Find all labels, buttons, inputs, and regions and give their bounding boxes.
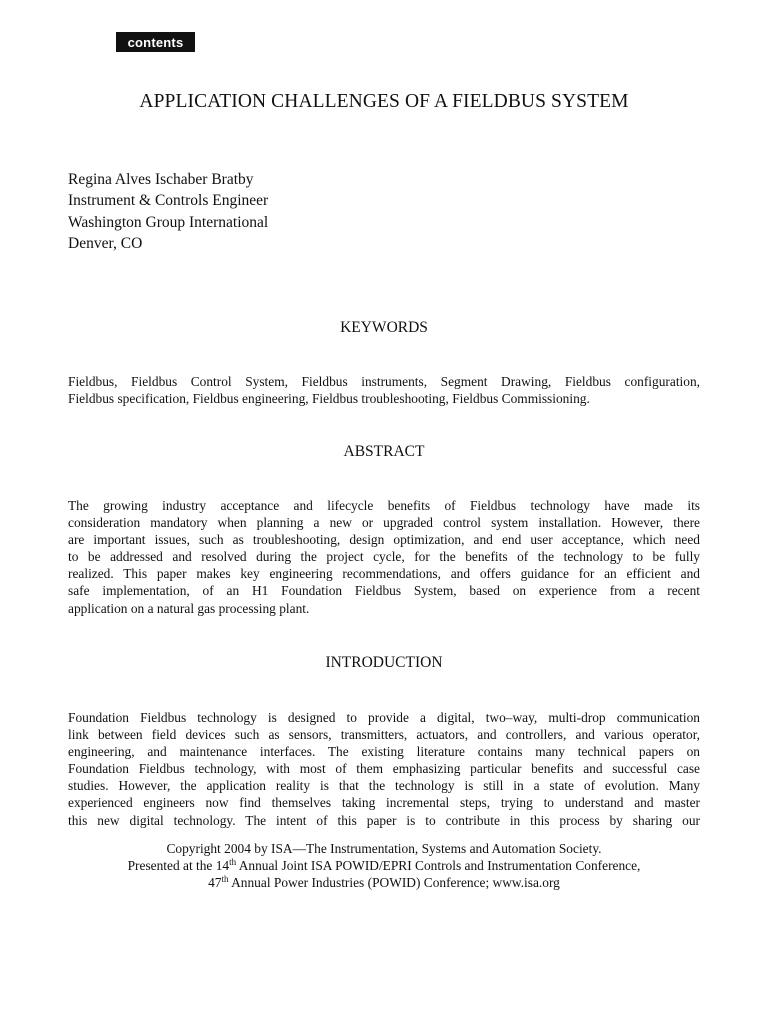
- abstract-heading: ABSTRACT: [343, 443, 425, 460]
- introduction-line: Foundation Fieldbus technology is designed to provide a digital, two–way, multi-drop communication: [68, 710, 700, 725]
- abstract-line: realized. This paper makes key engineering recommendations, and offers guidance for an efficient and: [68, 566, 700, 582]
- introduction-text: [68, 709, 700, 829]
- introduction-line: link between field devices such as sensors, transmitters, actuators, and controllers, and various operator,: [68, 727, 700, 743]
- introduction-heading: INTRODUCTION: [325, 654, 443, 671]
- copyright-footer: [0, 840, 768, 891]
- abstract-line: are important issues, such as troubleshooting, design optimization, and end user acceptance, which need: [68, 532, 700, 548]
- introduction-line: Foundation Fieldbus technology, with most of them emphasizing particular benefits and successful case: [68, 761, 700, 777]
- footer-text: Annual Joint ISA POWID/EPRI Controls and Instrumentation Conference,: [236, 858, 641, 874]
- abstract-text: [68, 497, 700, 617]
- introduction-line: studies. However, the application reality is that the technology is still in a state of evolution. Many: [68, 778, 700, 794]
- abstract-line: consideration mandatory when planning a new or upgraded control system installation. However, there: [68, 515, 700, 531]
- author-organization: Washington Group International: [68, 213, 269, 231]
- footer-text: 47: [208, 875, 222, 891]
- keywords-line: Fieldbus specification, Fieldbus engineering, Fieldbus troubleshooting, Fieldbus Commissioning.: [68, 391, 590, 407]
- keywords-line: Fieldbus, Fieldbus Control System, Fieldbus instruments, Segment Drawing, Fieldbus configuration,: [68, 374, 700, 389]
- footer-text: Presented at the 14: [127, 858, 230, 874]
- footer-conference-line: [0, 857, 768, 874]
- abstract-line: The growing industry acceptance and lifecycle benefits of Fieldbus technology have made its: [68, 498, 700, 513]
- footer-powid-line: [0, 874, 768, 891]
- abstract-line: to be addressed and resolved during the project cycle, for the benefits of the technology to be fully: [68, 549, 700, 565]
- keywords-heading: KEYWORDS: [340, 319, 428, 336]
- footer-superscript: th: [229, 857, 237, 868]
- footer-copyright-line: Copyright 2004 by ISA—The Instrumentation, Systems and Automation Society.: [166, 841, 602, 856]
- introduction-line: engineering, and maintenance interfaces. The existing literature contains many technical papers on: [68, 744, 700, 760]
- paper-title: APPLICATION CHALLENGES OF A FIELDBUS SYSTEM: [139, 91, 629, 112]
- abstract-line: application on a natural gas processing plant.: [68, 600, 310, 616]
- introduction-line: this new digital technology. The intent of this paper is to contribute in this process by sharing our: [68, 812, 700, 828]
- abstract-line: safe implementation, of an H1 Foundation Fieldbus System, based on experience from a recent: [68, 583, 700, 599]
- author-position: Instrument & Controls Engineer: [68, 192, 269, 210]
- contents-button[interactable]: contents: [116, 32, 195, 52]
- footer-text: Annual Power Industries (POWID) Conference; www.isa.org: [228, 875, 560, 891]
- author-block: [68, 169, 268, 254]
- footer-superscript: th: [221, 874, 229, 885]
- introduction-line: experienced engineers now find themselves taking incremental steps, trying to understand and master: [68, 795, 700, 811]
- keywords-text: [68, 373, 700, 407]
- author-location: Denver, CO: [68, 234, 143, 252]
- author-name: Regina Alves Ischaber Bratby: [68, 171, 254, 188]
